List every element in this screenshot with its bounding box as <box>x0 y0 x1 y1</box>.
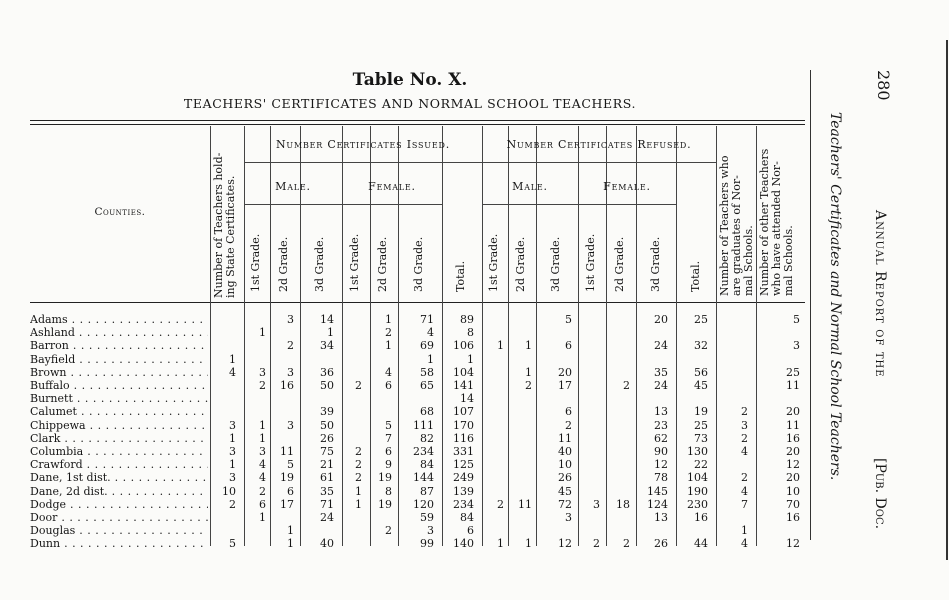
table-cell: 20 <box>654 313 668 326</box>
table-cell: 106 <box>453 339 474 353</box>
table-cell: 2 <box>355 458 362 472</box>
table-cell: 230 <box>687 497 708 511</box>
table-cell: 130 <box>687 445 708 458</box>
issued-group-rule <box>244 162 482 163</box>
table-cell: 1 <box>355 484 362 498</box>
refused-header: Number Certificates Refused. <box>506 138 692 151</box>
table-cell: 24 <box>654 379 668 392</box>
refused-female-grade2-header: 2d Grade. <box>613 236 626 292</box>
table-cell: 1 <box>385 339 392 353</box>
normal-graduates-header: Number of Teachers who are graduates of Nor- mal Schools. <box>718 155 755 296</box>
table-cell: 3 <box>287 313 294 326</box>
table-cell: 125 <box>453 458 474 472</box>
table-cell: 234 <box>453 497 474 511</box>
table-cell: 2 <box>385 524 392 538</box>
issued-female-grade1-header: 1st Grade. <box>348 233 361 292</box>
table-row <box>30 432 805 445</box>
table-cell: 1 <box>259 326 266 340</box>
table-title: Table No. X. <box>352 70 468 90</box>
table-cell: 61 <box>320 471 334 485</box>
county-name: Dodge . . . <box>30 498 208 511</box>
table-row <box>30 498 805 511</box>
table-cell: 2 <box>259 484 266 498</box>
table-cell: 11 <box>280 445 294 458</box>
table-cell: 9 <box>385 458 392 472</box>
refused-subgroup-rule <box>482 204 676 205</box>
table-cell: 19 <box>378 471 392 485</box>
table-cell: 21 <box>320 458 334 472</box>
table-cell: 36 <box>320 365 334 379</box>
table-cell: 140 <box>453 537 474 551</box>
table-cell: 3 <box>793 339 800 353</box>
table-cell: 6 <box>385 379 392 392</box>
county-name: Bayfield . . . <box>30 353 208 366</box>
table-cell: 3 <box>259 445 266 458</box>
table-cell: 12 <box>786 458 800 472</box>
table-cell: 145 <box>647 484 668 498</box>
table-cell: 5 <box>229 537 236 551</box>
issued-female-grade3-header: 3d Grade. <box>412 236 425 292</box>
table-cell: 3 <box>229 445 236 458</box>
table-cell: 14 <box>320 313 334 326</box>
county-name: Brown . . . <box>30 366 208 379</box>
counties-header: Counties. <box>94 206 146 218</box>
table-cell: 2 <box>355 471 362 485</box>
refused-female-grade1-header: 1st Grade. <box>584 233 597 292</box>
county-name: Door . . . <box>30 511 208 524</box>
table-cell: 116 <box>453 431 474 445</box>
table-cell: 2 <box>525 379 532 392</box>
table-row <box>30 392 805 405</box>
table-cell: 104 <box>687 471 708 485</box>
refused-female-header: Female. <box>603 180 651 193</box>
table-cell: 4 <box>259 458 266 472</box>
table-cell: 4 <box>741 445 748 458</box>
table-cell: 4 <box>427 326 434 340</box>
table-cell: 6 <box>565 339 572 353</box>
table-cell: 45 <box>558 484 572 498</box>
table-cell: 84 <box>420 458 434 472</box>
table-cell: 2 <box>741 431 748 445</box>
table-cell: 1 <box>229 352 236 366</box>
table-cell: 144 <box>413 471 434 485</box>
table-cell: 99 <box>420 537 434 551</box>
table-cell: 1 <box>525 339 532 353</box>
table-cell: 8 <box>467 326 474 340</box>
table-cell: 4 <box>385 365 392 379</box>
table-cell: 39 <box>320 405 334 419</box>
table-cell: 2 <box>623 537 630 551</box>
table-cell: 2 <box>741 471 748 485</box>
county-name: Buffalo . . . <box>30 379 208 392</box>
table-cell: 20 <box>558 365 572 379</box>
table-cell: 11 <box>786 418 800 432</box>
table-cell: 8 <box>385 484 392 498</box>
county-name: Crawford . . . <box>30 458 208 471</box>
running-head: Annual Report of the <box>872 210 888 378</box>
table-cell: 7 <box>741 497 748 511</box>
table-cell: 4 <box>741 484 748 498</box>
table-cell: 10 <box>786 484 800 498</box>
table-cell: 5 <box>565 313 572 326</box>
table-row <box>30 485 805 498</box>
table-cell: 87 <box>420 484 434 498</box>
table-cell: 58 <box>420 365 434 379</box>
table-cell: 17 <box>280 497 294 511</box>
table-cell: 2 <box>385 326 392 340</box>
table-cell: 120 <box>413 497 434 511</box>
header-bottom-rule <box>30 302 805 303</box>
table-row <box>30 511 805 524</box>
table-cell: 72 <box>558 497 572 511</box>
issued-female-grade2-header: 2d Grade. <box>376 236 389 292</box>
table-cell: 68 <box>420 405 434 419</box>
table-cell: 4 <box>259 471 266 485</box>
table-cell: 71 <box>420 313 434 326</box>
table-cell: 19 <box>378 497 392 511</box>
table-cell: 73 <box>694 431 708 445</box>
table-cell: 107 <box>453 405 474 419</box>
table-cell: 1 <box>497 339 504 353</box>
table-cell: 20 <box>786 445 800 458</box>
county-name: Adams . . . <box>30 313 208 326</box>
table-cell: 2 <box>229 497 236 511</box>
county-name: Dane, 1st dist. . . . <box>30 471 208 484</box>
table-row <box>30 445 805 458</box>
table-cell: 139 <box>453 484 474 498</box>
table-cell: 24 <box>320 511 334 524</box>
table-cell: 65 <box>420 379 434 392</box>
table-row <box>30 313 805 326</box>
county-name: Ashland . . . <box>30 326 208 339</box>
table-cell: 170 <box>453 418 474 432</box>
table-cell: 1 <box>287 537 294 551</box>
table-cell: 12 <box>786 537 800 551</box>
table-cell: 249 <box>453 471 474 485</box>
table-row <box>30 366 805 379</box>
table-cell: 44 <box>694 537 708 551</box>
table-cell: 10 <box>558 458 572 472</box>
refused-male-header: Male. <box>512 180 548 193</box>
table-cell: 17 <box>558 379 572 392</box>
table-cell: 1 <box>525 537 532 551</box>
table-row <box>30 339 805 352</box>
table-cell: 3 <box>593 497 600 511</box>
table-cell: 25 <box>694 313 708 326</box>
table-cell: 35 <box>320 484 334 498</box>
table-cell: 3 <box>287 365 294 379</box>
table-subtitle: TEACHERS' CERTIFICATES AND NORMAL SCHOOL TEACHERS. <box>183 96 637 111</box>
county-name: Douglas . . . <box>30 524 208 537</box>
table-cell: 12 <box>654 458 668 472</box>
table-cell: 84 <box>460 511 474 524</box>
table-cell: 62 <box>654 431 668 445</box>
table-cell: 11 <box>786 379 800 392</box>
table-cell: 2 <box>741 405 748 419</box>
table-cell: 16 <box>280 379 294 392</box>
doc-label: [Pub. Doc. <box>872 458 888 530</box>
table-cell: 3 <box>741 418 748 432</box>
table-cell: 19 <box>694 405 708 419</box>
table-cell: 24 <box>654 339 668 353</box>
county-name: Clark . . . <box>30 432 208 445</box>
table-cell: 13 <box>654 511 668 524</box>
county-name: Burnett . . . <box>30 392 208 405</box>
table-cell: 1 <box>229 458 236 472</box>
table-cell: 90 <box>654 445 668 458</box>
table-cell: 70 <box>786 497 800 511</box>
table-cell: 1 <box>355 497 362 511</box>
table-row <box>30 405 805 418</box>
table-cell: 3 <box>565 511 572 524</box>
table-cell: 1 <box>741 524 748 538</box>
table-cell: 5 <box>793 313 800 326</box>
table-cell: 26 <box>558 471 572 485</box>
table-cell: 2 <box>355 379 362 392</box>
table-cell: 78 <box>654 471 668 485</box>
table-cell: 19 <box>280 471 294 485</box>
table-cell: 124 <box>647 497 668 511</box>
county-name: Dane, 2d dist. . . . <box>30 485 208 498</box>
table-cell: 1 <box>229 431 236 445</box>
table-cell: 11 <box>518 497 532 511</box>
table-cell: 32 <box>694 339 708 353</box>
table-cell: 2 <box>259 379 266 392</box>
table-cell: 2 <box>287 339 294 353</box>
table-cell: 3 <box>287 418 294 432</box>
table-cell: 111 <box>413 418 434 432</box>
issued-male-grade2-header: 2d Grade. <box>277 236 290 292</box>
table-cell: 6 <box>565 405 572 419</box>
table-cell: 34 <box>320 339 334 353</box>
table-row <box>30 326 805 339</box>
county-name: Barron . . . <box>30 339 208 352</box>
issued-male-grade1-header: 1st Grade. <box>249 233 262 292</box>
table-cell: 6 <box>287 484 294 498</box>
page-number: 280 <box>874 70 893 101</box>
table-cell: 69 <box>420 339 434 353</box>
table-row <box>30 471 805 484</box>
table-cell: 1 <box>259 511 266 524</box>
table-cell: 104 <box>453 365 474 379</box>
table-cell: 45 <box>694 379 708 392</box>
table-cell: 234 <box>413 445 434 458</box>
table-cell: 50 <box>320 379 334 392</box>
table-cell: 20 <box>786 471 800 485</box>
table-cell: 3 <box>229 418 236 432</box>
table-cell: 1 <box>497 537 504 551</box>
table-cell: 56 <box>694 365 708 379</box>
table-cell: 2 <box>593 537 600 551</box>
table-cell: 5 <box>385 418 392 432</box>
top-rule <box>30 120 805 121</box>
table-cell: 141 <box>453 379 474 392</box>
table-cell: 1 <box>467 352 474 366</box>
refused-male-grade1-header: 1st Grade. <box>487 233 500 292</box>
refused-male-grade3-header: 3d Grade. <box>549 236 562 292</box>
table-cell: 12 <box>558 537 572 551</box>
table-cell: 1 <box>327 326 334 340</box>
table-cell: 190 <box>687 484 708 498</box>
side-rule <box>810 70 811 540</box>
table-cell: 2 <box>565 418 572 432</box>
issued-header: Number Certificates Issued. <box>275 138 450 151</box>
county-name: Dunn . . . <box>30 537 208 550</box>
table-cell: 3 <box>427 524 434 538</box>
issued-male-header: Male. <box>275 180 311 193</box>
table-cell: 6 <box>259 497 266 511</box>
table-cell: 59 <box>420 511 434 524</box>
table-cell: 35 <box>654 365 668 379</box>
table-cell: 4 <box>229 365 236 379</box>
top-rule-double <box>30 124 805 125</box>
table-cell: 13 <box>654 405 668 419</box>
table-cell: 16 <box>694 511 708 524</box>
table-row <box>30 353 805 366</box>
table-cell: 16 <box>786 511 800 524</box>
table-row <box>30 379 805 392</box>
issued-subgroup-rule <box>244 204 442 205</box>
table-cell: 40 <box>320 537 334 551</box>
table-cell: 6 <box>467 524 474 538</box>
table-cell: 16 <box>786 431 800 445</box>
table-cell: 1 <box>259 418 266 432</box>
table-cell: 18 <box>616 497 630 511</box>
refused-group-rule <box>482 162 716 163</box>
state-cert-header: Number of Teachers hold- ing State Certificates. <box>212 152 237 298</box>
table-cell: 71 <box>320 497 334 511</box>
table-cell: 11 <box>558 431 572 445</box>
table-cell: 3 <box>259 365 266 379</box>
table-cell: 7 <box>385 431 392 445</box>
refused-female-grade3-header: 3d Grade. <box>649 236 662 292</box>
table-cell: 82 <box>420 431 434 445</box>
table-cell: 1 <box>259 431 266 445</box>
table-cell: 1 <box>525 365 532 379</box>
table-cell: 1 <box>287 524 294 538</box>
table-cell: 26 <box>654 537 668 551</box>
table-cell: 40 <box>558 445 572 458</box>
issued-total-header: Total. <box>454 260 467 292</box>
county-name: Chippewa . . . <box>30 419 208 432</box>
table-cell: 14 <box>460 392 474 406</box>
table-cell: 25 <box>694 418 708 432</box>
table-cell: 20 <box>786 405 800 419</box>
table-cell: 3 <box>229 471 236 485</box>
county-name: Calumet . . . <box>30 405 208 418</box>
table-cell: 75 <box>320 445 334 458</box>
table-row <box>30 524 805 537</box>
table-cell: 2 <box>497 497 504 511</box>
table-cell: 22 <box>694 458 708 472</box>
refused-total-header: Total. <box>689 260 702 292</box>
county-name: Columbia . . . <box>30 445 208 458</box>
table-row <box>30 458 805 471</box>
table-cell: 1 <box>385 313 392 326</box>
normal-attended-header: Number of other Teachers who have attended Nor- mal Schools. <box>758 148 795 296</box>
table-cell: 1 <box>427 352 434 366</box>
table-cell: 5 <box>287 458 294 472</box>
table-cell: 2 <box>355 445 362 458</box>
issued-male-grade3-header: 3d Grade. <box>313 236 326 292</box>
edge-rule <box>946 40 948 560</box>
table-cell: 25 <box>786 365 800 379</box>
table-cell: 50 <box>320 418 334 432</box>
table-row <box>30 537 805 550</box>
table-cell: 2 <box>623 379 630 392</box>
table-cell: 26 <box>320 431 334 445</box>
refused-male-grade2-header: 2d Grade. <box>514 236 527 292</box>
table-row <box>30 419 805 432</box>
side-title: Teachers' Certificates and Normal School Teachers. <box>827 112 843 481</box>
table-cell: 89 <box>460 313 474 326</box>
table-cell: 6 <box>385 445 392 458</box>
table-cell: 4 <box>741 537 748 551</box>
table-cell: 23 <box>654 418 668 432</box>
table-cell: 331 <box>453 445 474 458</box>
issued-female-header: Female. <box>368 180 416 193</box>
table-cell: 10 <box>222 484 236 498</box>
